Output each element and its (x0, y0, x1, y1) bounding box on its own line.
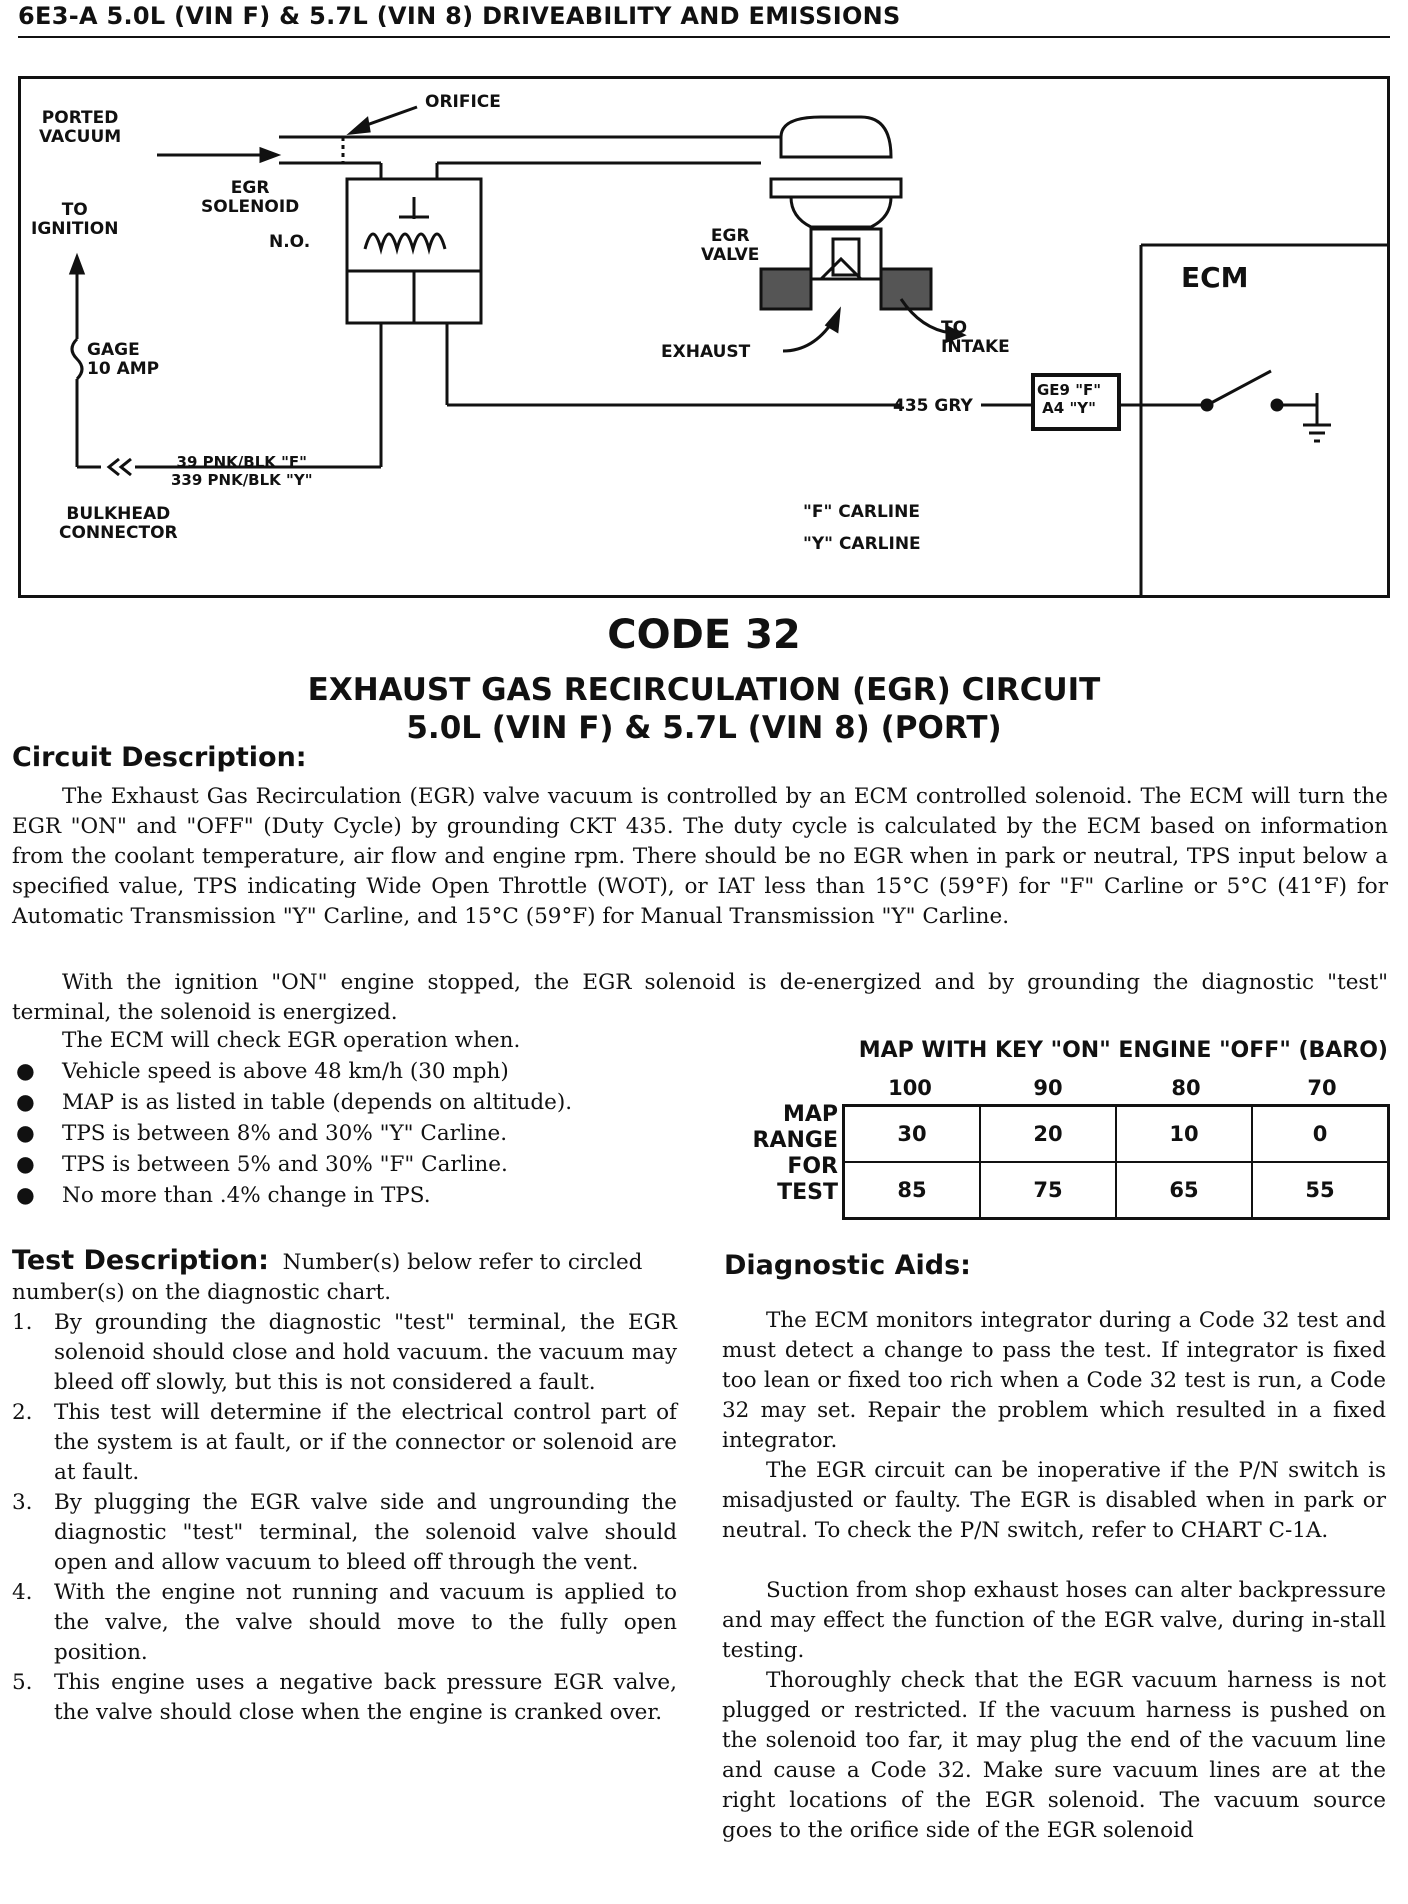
bullet-text: MAP is as listed in table (depends on altitude). (62, 1090, 573, 1115)
code-title: CODE 32 (607, 612, 801, 658)
test-description-intro (12, 1246, 677, 1308)
engine-title: 5.0L (VIN F) & 5.7L (VIN 8) (PORT) (406, 710, 1002, 746)
step-number: 2. (12, 1400, 33, 1425)
gage-fuse-label: GAGE 10 AMP (87, 340, 160, 379)
table-row (844, 1162, 1389, 1219)
table-cell: 0 (1252, 1106, 1389, 1163)
table-cell: 65 (1116, 1162, 1252, 1219)
exhaust-label: EXHAUST (661, 342, 751, 362)
to-intake-label: TO INTAKE (941, 318, 1010, 357)
ported-vacuum-text: PORTED VACUUM (39, 108, 122, 147)
to-ignition-label: TO IGNITION (31, 200, 119, 239)
map-table-caption: MAP WITH KEY "ON" ENGINE "OFF" (BARO) (858, 1038, 1388, 1063)
diagnostic-aid-para: The EGR circuit can be inoperative if the P/N switch is misadjusted or faulty. The EGR is disabled when in park or neutral. To check the P/N switch, refer to CHART C-1A. (722, 1458, 1386, 1543)
diagnostic-aids-heading: Diagnostic Aids: (724, 1250, 971, 1281)
bullet-text: No more than .4% change in TPS. (62, 1183, 431, 1208)
bullet-text: TPS is between 8% and 30% "Y" Carline. (62, 1121, 508, 1146)
bullet-icon: ● (16, 1090, 35, 1115)
table-row (844, 1106, 1389, 1163)
table-cell: 20 (980, 1106, 1116, 1163)
normally-open-label: N.O. (269, 232, 311, 252)
list-item (12, 1056, 632, 1087)
step-number: 5. (12, 1670, 33, 1695)
ecm-check-conditions (12, 1056, 632, 1211)
map-column-header: 90 (1033, 1076, 1063, 1100)
egr-solenoid-body (347, 179, 481, 271)
bullet-text: TPS is between 5% and 30% "F" Carline. (62, 1152, 508, 1177)
bulkhead-connector-label: BULKHEAD CONNECTOR (59, 504, 178, 543)
circuit-description-para2: With the ignition "ON" engine stopped, the EGR solenoid is de-energized and by grounding the diagnostic "test" terminal, the solenoid is energized. (12, 970, 1388, 1025)
circuit-description-para3: The ECM will check EGR operation when. (62, 1028, 521, 1053)
schematic-lines (21, 79, 1387, 595)
step-number: 1. (12, 1310, 33, 1335)
connector-label: GE9 "F" A4 "Y" (1037, 381, 1102, 417)
header-title: 6E3-A 5.0L (VIN F) & 5.7L (VIN 8) DRIVEABILITY AND EMISSIONS (18, 2, 901, 30)
map-column-header: 80 (1171, 1076, 1201, 1100)
bullet-icon: ● (16, 1152, 35, 1177)
list-item (12, 1398, 677, 1488)
diagnostic-aid-para: The ECM monitors integrator during a Code 32 test and must detect a change to pass the test. If integrator is fixed too lean or fixed too rich when a Code 32 test is run, a Code 32 may set. Repair the problem which resulted in a fixed integrator. (722, 1308, 1386, 1453)
list-item (12, 1308, 677, 1398)
bullet-icon: ● (16, 1059, 35, 1084)
orifice-arrow (361, 107, 417, 127)
table-cell: 75 (980, 1162, 1116, 1219)
table-cell: 10 (1116, 1106, 1252, 1163)
step-number: 3. (12, 1490, 33, 1515)
list-item (12, 1578, 677, 1668)
bullet-icon: ● (16, 1183, 35, 1208)
list-item (12, 1118, 632, 1149)
f-carline-label: "F" CARLINE (803, 502, 920, 522)
table-cell: 30 (844, 1106, 981, 1163)
step-text: This engine uses a negative back pressure EGR valve, the valve should close when the engine is cranked over. (54, 1670, 677, 1725)
egr-solenoid-label: EGR SOLENOID (201, 178, 300, 217)
diagnostic-aid-para: Thoroughly check that the EGR vacuum harness is not plugged or restricted. If the vacuum harness is pushed on the solenoid too far, it may plug the end of the vacuum line and cause a Code 32. Make sure vacuum lines are at the right locations of the EGR solenoid. The vacuum source goes to the orifice side of the EGR solenoid (722, 1668, 1386, 1843)
egr-circuit-diagram (18, 76, 1390, 598)
list-item (12, 1668, 677, 1728)
map-range-table (842, 1104, 1390, 1220)
circuit-title: EXHAUST GAS RECIRCULATION (EGR) CIRCUIT (307, 672, 1101, 708)
ecm-label: ECM (1181, 261, 1249, 294)
wire-435-label: 435 GRY (893, 396, 973, 416)
list-item (12, 1087, 632, 1118)
circuit-description-heading: Circuit Description: (12, 742, 307, 773)
list-item (12, 1149, 632, 1180)
page-header (18, 0, 1390, 38)
map-range-label: MAP RANGE FOR TEST (752, 1102, 838, 1205)
map-column-header: 70 (1307, 1076, 1337, 1100)
ported-vacuum-label (39, 109, 121, 147)
bullet-icon: ● (16, 1121, 35, 1146)
diagnostic-aid-para: Suction from shop exhaust hoses can alter backpressure and may effect the function of the EGR valve, during in-stall testing. (722, 1578, 1386, 1663)
test-description-intro-text: Number(s) below refer to circled number(s) on the diagnostic chart. (12, 1250, 643, 1305)
step-text: By grounding the diagnostic "test" terminal, the EGR solenoid should close and hold vacuum. the vacuum may bleed off slowly, but this is not considered a fault. (54, 1310, 677, 1395)
step-text: With the engine not running and vacuum is applied to the valve, the valve should move to the fully open position. (54, 1580, 677, 1665)
egr-valve-diaphragm (781, 117, 891, 157)
y-carline-label: "Y" CARLINE (803, 534, 921, 554)
step-text: By plugging the EGR valve side and ungrounding the diagnostic "test" terminal, the solenoid valve should open and allow vacuum to bleed off through the vent. (54, 1490, 677, 1575)
test-description-heading: Test Description: (12, 1245, 269, 1276)
orifice-label: ORIFICE (425, 92, 501, 112)
table-cell: 55 (1252, 1162, 1389, 1219)
list-item (12, 1488, 677, 1578)
bullet-text: Vehicle speed is above 48 km/h (30 mph) (62, 1059, 509, 1084)
wire-39-label: 39 PNK/BLK "F" 339 PNK/BLK "Y" (171, 453, 313, 489)
table-cell: 85 (844, 1162, 981, 1219)
circuit-description-para1: The Exhaust Gas Recirculation (EGR) valve vacuum is controlled by an ECM controlled solenoid. The ECM will turn the EGR "ON" and "OFF" (Duty Cycle) by grounding CKT 435. The duty cycle is calculated by the ECM based on information from the coolant temperature, air flow and engine rpm. There should be no EGR when in park or neutral, TPS input below a specified value, TPS indicating Wide Open Throttle (WOT), or IAT less than 15°C (59°F) for "F" Carline or 5°C (41°F) for Automatic Transmission "Y" Carline, and 15°C (59°F) for Manual Transmission "Y" Carline. (12, 784, 1388, 929)
step-number: 4. (12, 1580, 33, 1605)
egr-valve-label: EGR VALVE (701, 226, 760, 265)
test-steps (12, 1308, 677, 1728)
map-column-header: 100 (888, 1076, 932, 1100)
step-text: This test will determine if the electrical control part of the system is at fault, or if the connector or solenoid are at fault. (54, 1400, 677, 1485)
list-item (12, 1180, 632, 1211)
